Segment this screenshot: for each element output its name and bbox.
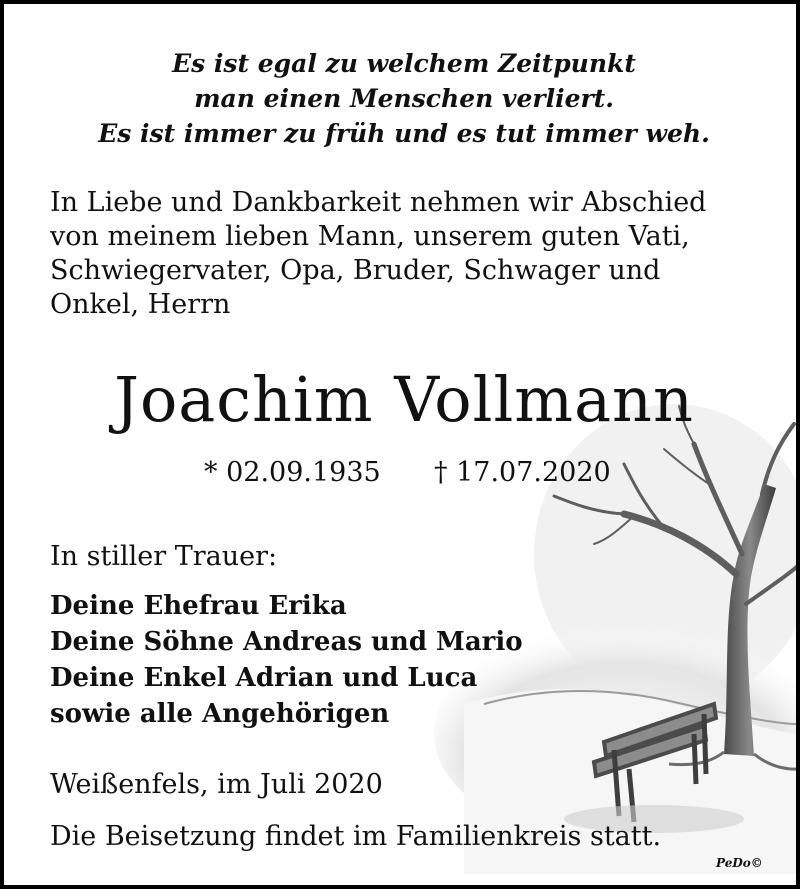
funeral-note: Die Beisetzung findet im Familienkreis statt.: [50, 821, 662, 852]
intro-line: von meinem lieben Mann, unserem guten Vati,: [50, 221, 690, 252]
memorial-quote: [4, 46, 800, 151]
mourning-heading: In stiller Trauer:: [50, 541, 278, 572]
intro-line: Onkel, Herrn: [50, 289, 231, 320]
mourner-entry: sowie alle Angehörigen: [50, 699, 390, 729]
mourner-entry: Deine Enkel Adrian und Luca: [50, 663, 478, 693]
mourners-list: [50, 588, 523, 732]
quote-line: Es ist egal zu welchem Zeitpunkt: [172, 49, 636, 78]
quote-line: man einen Menschen verliert.: [194, 84, 614, 113]
intro-line: In Liebe und Dankbarkeit nehmen wir Abschied: [50, 187, 707, 218]
mourner-entry: Deine Ehefrau Erika: [50, 591, 347, 621]
deceased-name: Joachim Vollmann: [114, 363, 694, 436]
artist-credit: PeDo©: [716, 856, 763, 870]
place-and-date: Weißenfels, im Juli 2020: [50, 769, 383, 800]
intro-line: Schwiegervater, Opa, Bruder, Schwager und: [50, 255, 661, 286]
mourner-entry: Deine Söhne Andreas und Mario: [50, 627, 523, 657]
birth-date: * 02.09.1935: [204, 457, 381, 488]
quote-line: Es ist immer zu früh und es tut immer weh.: [98, 119, 710, 148]
intro-text: [50, 186, 770, 322]
death-date: † 17.07.2020: [434, 457, 611, 488]
